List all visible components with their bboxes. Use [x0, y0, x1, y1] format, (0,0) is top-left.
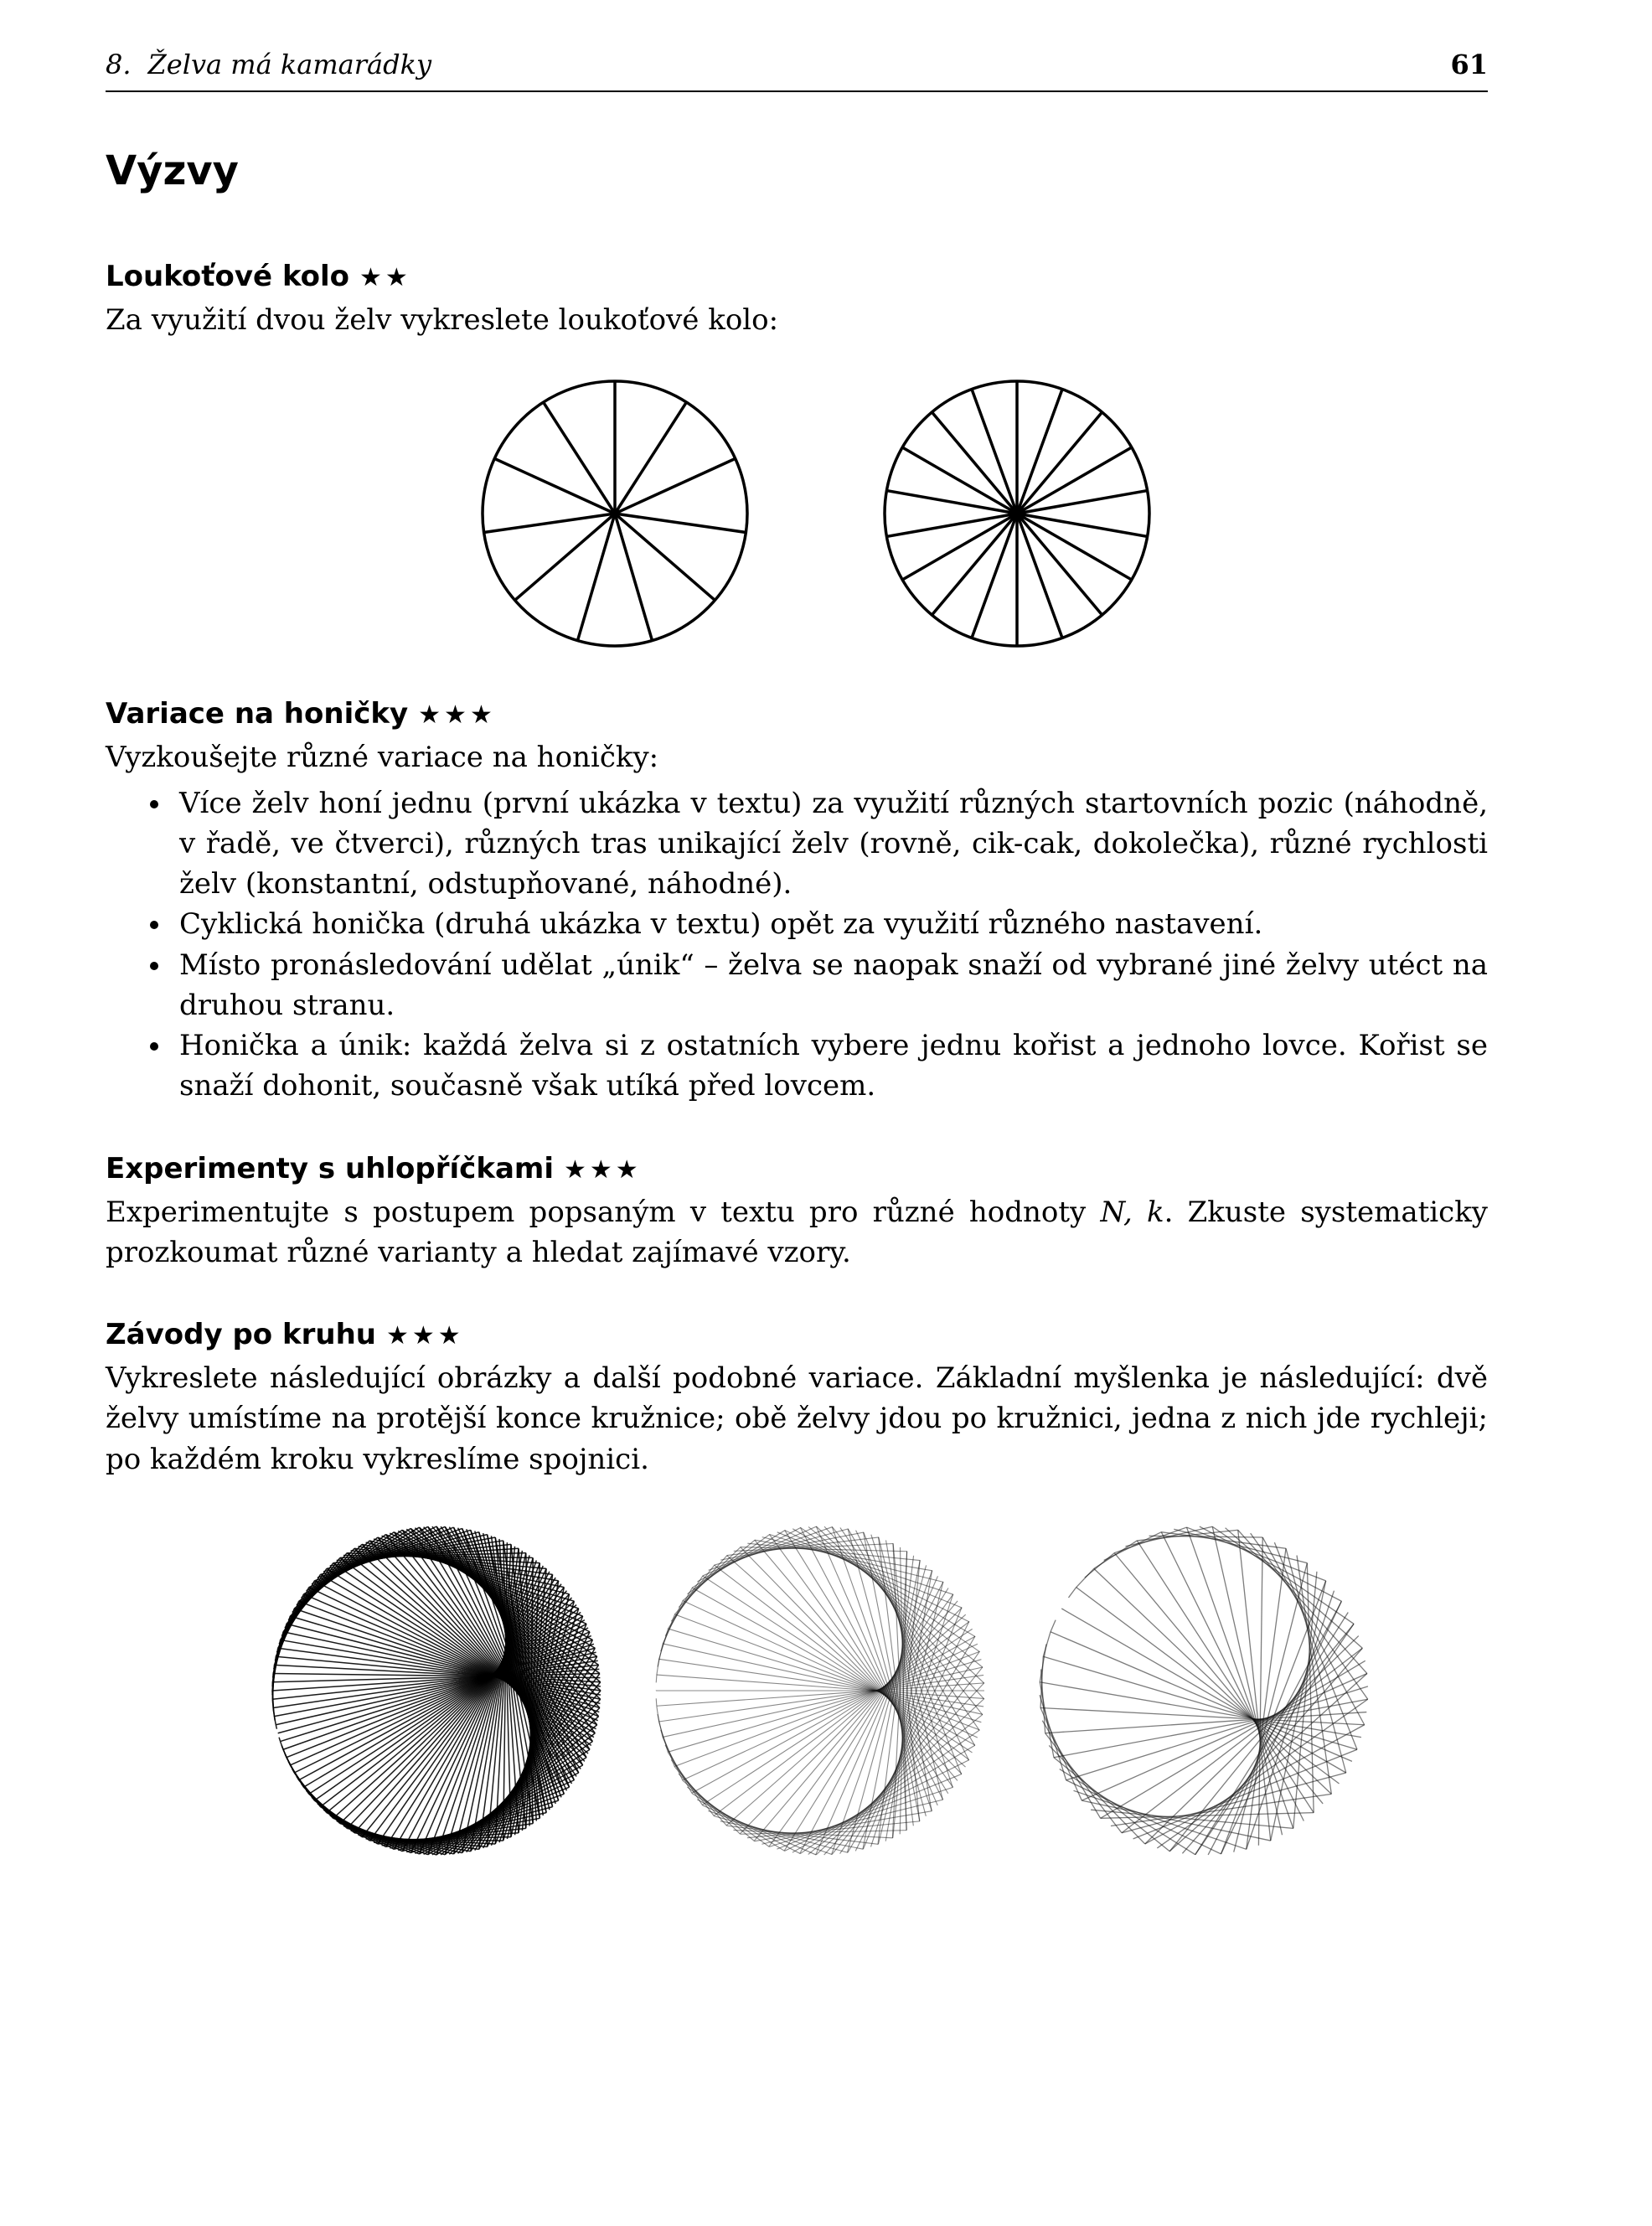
chapter-title: Želva má kamarádky: [147, 49, 432, 80]
section-zavody-po-kruhu: [106, 1318, 1488, 1858]
paragraph-wheel-intro: Za využití dvou želv vykreslete loukoťové kolo:: [106, 303, 779, 337]
paragraph-diagonals: [106, 1192, 1488, 1273]
section-heading-variace: [106, 697, 1488, 731]
paragraph-races-intro: Vykreslete následující obrázky a další podobné variace. Základní myšlenka je následující: dvě želvy umístíme na protější konce kružnice; obě želvy jdou po kružnici, jedna z nich jde rychleji; po každém kroku vykreslíme spojnici.: [106, 1361, 1488, 1476]
bullet-item: • Místo pronásledování udělat „únik“ – želva se naopak snaží od vybrané jiné želvy utéct na druhou stranu.: [173, 945, 1488, 1026]
section-heading-text: Experimenty s uhlopříčkami: [106, 1151, 554, 1185]
wheel-figures: [144, 375, 1488, 652]
section-loukotove-kolo: [106, 260, 1488, 652]
difficulty-stars: ★★: [359, 263, 411, 292]
page-title: Výzvy: [106, 147, 239, 194]
section-heading-zavody: [106, 1318, 1488, 1351]
difficulty-stars: ★★★: [385, 1321, 464, 1351]
section-heading-loukotove-kolo: [106, 260, 1488, 293]
header-rule: [106, 90, 1488, 92]
paragraph-text-before-math: Experimentujte s postupem popsaným v textu pro různé hodnoty: [106, 1195, 1101, 1229]
section-heading-text: Loukoťové kolo: [106, 260, 350, 293]
bullet-item: • Honička a únik: každá želva si z ostatních vybere jednu kořist a jednoho lovce. Kořist se snaží dohonit, současně však utíká před lovcem.: [173, 1025, 1488, 1107]
bullet-item: • Cyklická honička (druhá ukázka v textu) opět za využití různého nastavení.: [173, 904, 1488, 944]
section-experimenty-s-uhloprickami: [106, 1152, 1488, 1273]
paragraph-text-after-math: . Zkuste systematicky prozkoumat různé varianty a hledat zajímavé vzory.: [106, 1195, 1489, 1269]
section-heading-text: Variace na honičky: [106, 697, 409, 731]
wheel-figure-right: [879, 375, 1155, 652]
section-heading-experimenty: [106, 1152, 1488, 1185]
page-number: 61: [1450, 49, 1488, 80]
bullet-item: • Více želv honí jednu (první ukázka v textu) za využití různých startovních pozic (náhodně, v řadě, ve čtverci), různých tras unikající želv (rovně, cik-cak, dokolečka), různé rychlosti želv (konstantní, odstupňované, náhodné).: [173, 783, 1488, 905]
paragraph-chases-intro: Vyzkoušejte různé variace na honičky:: [106, 741, 659, 775]
race-figure-fine: [653, 1523, 988, 1858]
race-figure-coarse: [1036, 1523, 1371, 1858]
section-variace-na-honicky: [106, 697, 1488, 1106]
difficulty-stars: ★★★: [418, 700, 496, 731]
section-heading-text: Závody po kruhu: [106, 1318, 376, 1352]
chapter-number: 8.: [106, 49, 132, 80]
difficulty-stars: ★★★: [563, 1154, 642, 1185]
math-variables: N, k: [1100, 1195, 1164, 1229]
race-figure-dense: [269, 1523, 604, 1858]
race-figures: [152, 1523, 1488, 1858]
chases-bullet-list: [106, 783, 1488, 1107]
page-header: [106, 49, 1488, 80]
wheel-figure-left: [477, 375, 753, 652]
chapter-heading: [106, 49, 431, 80]
